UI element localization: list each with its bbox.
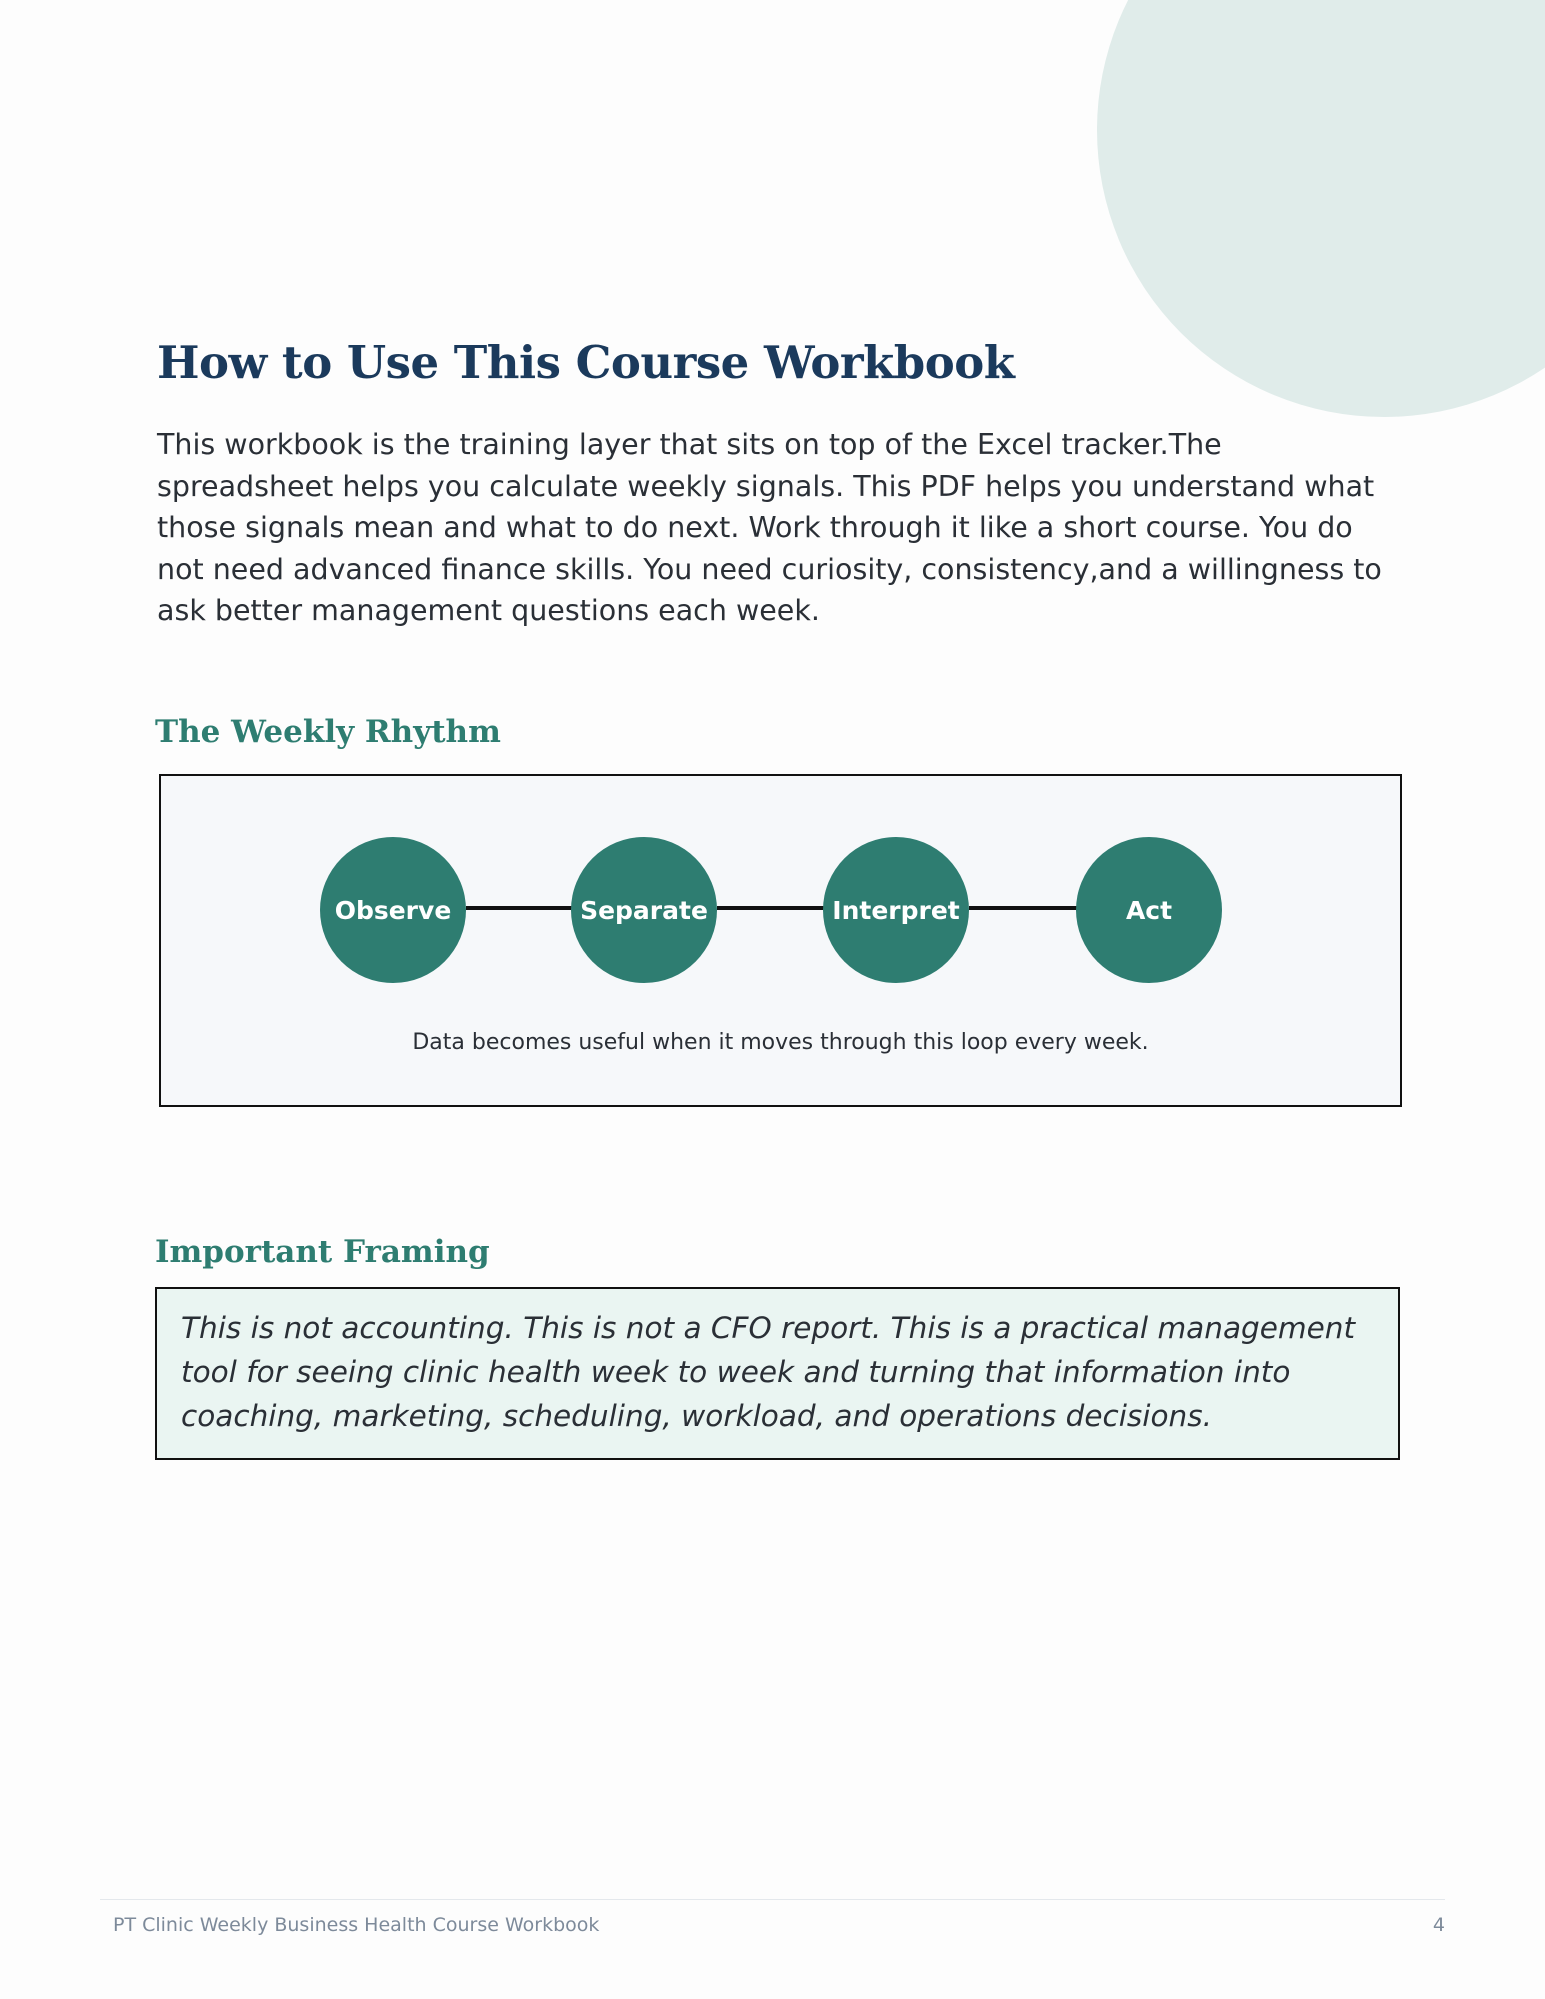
footer-divider	[100, 1899, 1445, 1900]
weekly-rhythm-diagram	[159, 774, 1402, 1107]
connector-line	[466, 906, 576, 910]
intro-paragraph: This workbook is the training layer that sits on top of the Excel tracker.The spreadsheet helps you calculate weekly signals. This PDF helps you understand what those signals mean and what to do next. Work through it like a short course. You do not need advanced finance skills. You need curiosity, consistency,and a willingness to ask better management questions each week.	[157, 428, 1382, 628]
important-framing-heading: Important Framing	[155, 1234, 490, 1270]
page-number: 4	[1432, 1914, 1445, 1936]
connector-line	[717, 906, 827, 910]
footer-title: PT Clinic Weekly Business Health Course Workbook	[113, 1914, 600, 1936]
page-title: How to Use This Course Workbook	[157, 336, 1015, 389]
step-observe: Observe	[320, 837, 466, 983]
weekly-rhythm-heading: The Weekly Rhythm	[155, 714, 501, 750]
rhythm-caption: Data becomes useful when it moves through this loop every week.	[412, 1030, 1149, 1055]
step-separate: Separate	[571, 837, 717, 983]
step-interpret: Interpret	[823, 837, 969, 983]
framing-text: This is not accounting. This is not a CFO report. This is a practical management tool for seeing clinic health week to week and turning that information into coaching, marketing, scheduling, workload, and operations decisions.	[181, 1311, 1356, 1433]
framing-callout	[155, 1287, 1400, 1460]
step-act: Act	[1076, 837, 1222, 983]
decorative-circle	[1097, 0, 1545, 417]
connector-line	[969, 906, 1081, 910]
